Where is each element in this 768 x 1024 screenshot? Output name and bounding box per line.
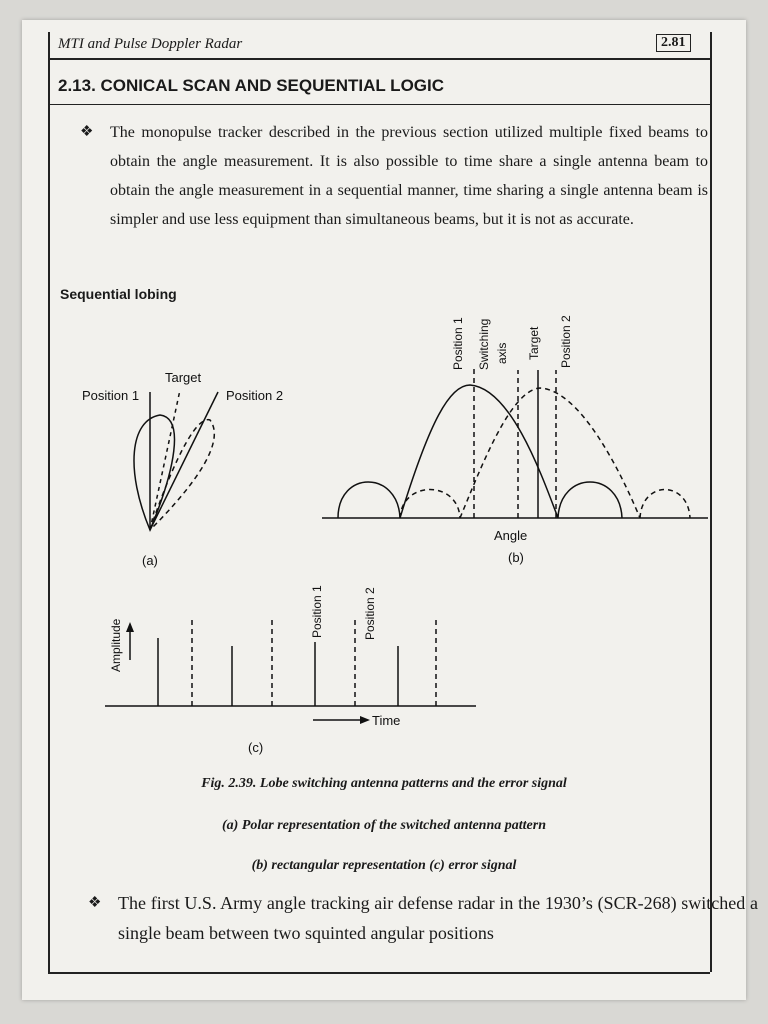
figure-c-error-signal: [105, 620, 476, 720]
figure-a-polar: [134, 390, 218, 530]
label-c-time: Time: [372, 713, 401, 728]
label-a: (a): [142, 553, 158, 568]
label-b-target: Target: [527, 326, 541, 360]
sidelobe-right-solid: [558, 482, 622, 518]
figure-b-rectangular: [322, 365, 708, 518]
paragraph-text: The first U.S. Army angle tracking air defense radar in the 1930’s (SCR-268) switched a single beam between two squinted angular positions: [118, 893, 758, 943]
page-number: 2.81: [656, 34, 691, 52]
bullet-icon: ❖: [88, 895, 102, 911]
target-line: [150, 390, 180, 530]
label-b-switching: Switching: [477, 318, 491, 370]
paragraph-text: The monopulse tracker described in the previous section utilized multiple fixed beams to obtain the angle measurement. It is also possible to time share a single antenna beam to obtain the angle measurement in a sequential manner, time sharing a single antenna beam is simpler and use less equipment than simultaneous beams, but it is not as accurate.: [110, 124, 708, 228]
label-b: (b): [508, 550, 524, 565]
figure-caption-bc: (b) rectangular representation (c) error signal: [251, 858, 517, 873]
section-title: 2.13. CONICAL SCAN AND SEQUENTIAL LOGIC: [58, 76, 445, 95]
sidelobe-left-solid: [338, 482, 400, 518]
sidelobe-far-dashed: [640, 490, 690, 519]
paragraph-scr268: [88, 888, 758, 948]
label-c-position1: Position 1: [310, 585, 324, 638]
amplitude-arrowhead: [126, 622, 134, 632]
label-c-amplitude: Amplitude: [109, 618, 123, 672]
label-b-axis: axis: [495, 342, 509, 364]
running-header: MTI and Pulse Doppler Radar: [58, 36, 243, 52]
time-arrowhead: [360, 716, 370, 724]
position2-line: [150, 392, 218, 530]
bullet-icon: ❖: [80, 124, 94, 140]
label-b-position2: Position 2: [559, 315, 573, 368]
mainlobe-position1: [400, 385, 558, 518]
figure-caption-a: (a) Polar representation of the switched antenna pattern: [222, 818, 546, 833]
figure-caption-title: Fig. 2.39. Lobe switching antenna patterns and the error signal: [201, 776, 567, 791]
label-b-position1: Position 1: [451, 317, 465, 370]
lobe-position2: [150, 420, 214, 530]
sidelobe-left-dashed: [400, 490, 460, 519]
label-a-position1: Position 1: [82, 388, 140, 403]
bottom-rule: [48, 972, 710, 974]
label-c: (c): [248, 740, 264, 755]
label-c-position2: Position 2: [363, 587, 377, 640]
label-a-position2: Position 2: [226, 388, 284, 403]
label-a-target: Target: [165, 370, 202, 385]
label-b-angle: Angle: [494, 528, 528, 543]
subheading: Sequential lobing: [60, 286, 177, 302]
